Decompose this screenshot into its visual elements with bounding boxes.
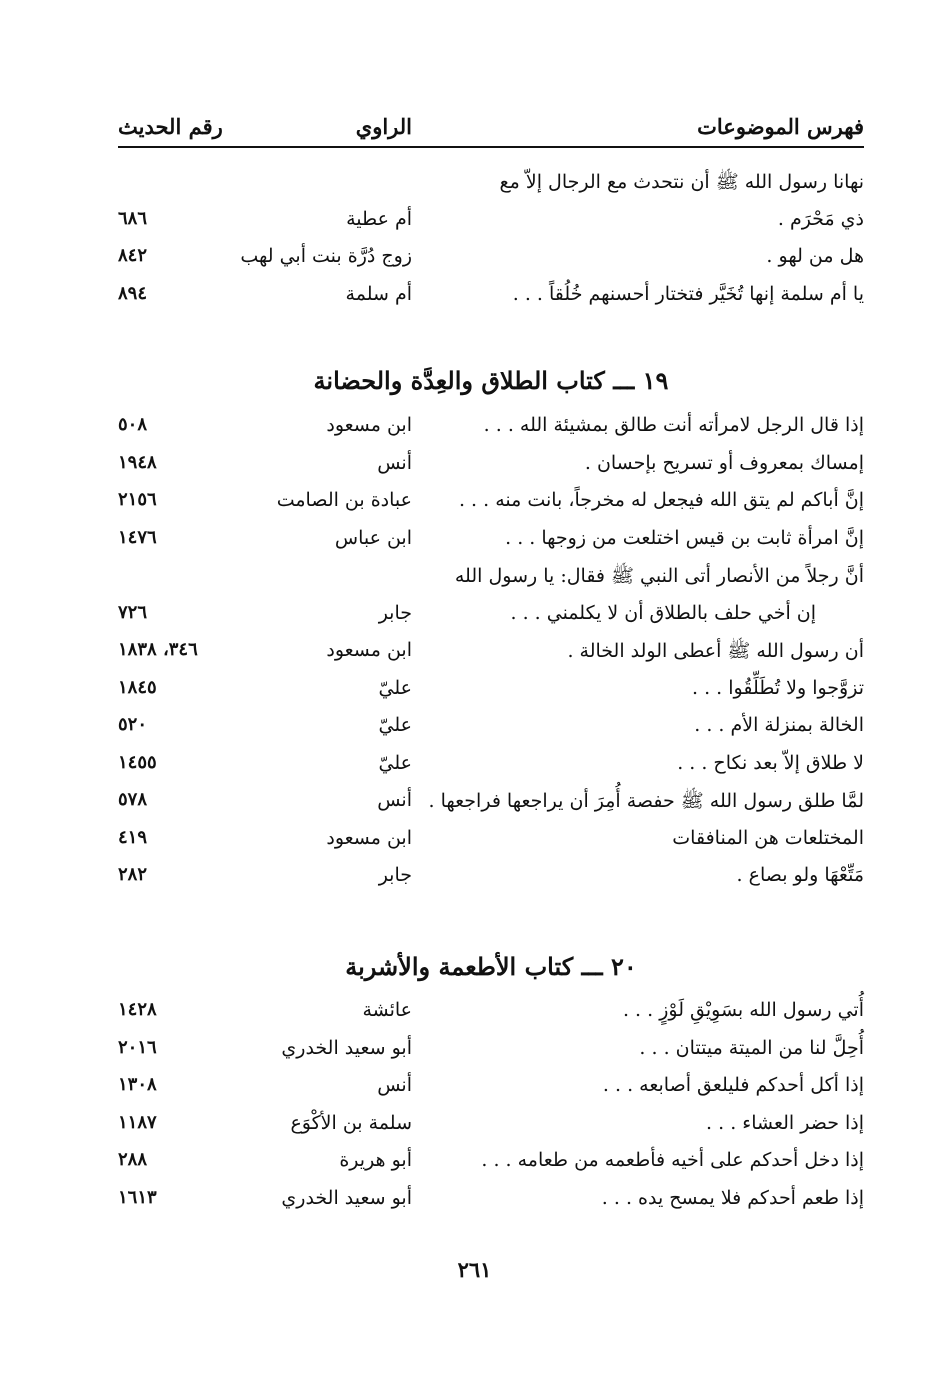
chapter-heading-20: ٢٠ ـــ كتاب الأطعمة والأشربة (345, 952, 637, 981)
page-number: ٢٦١ (457, 1257, 492, 1282)
entry-hadith-number: ١١٨٧ (118, 1111, 157, 1133)
index-entry-row (118, 410, 864, 448)
entry-topic: إنَّ امرأة ثابت بن قيس اختلعت من زوجها . . . (505, 526, 864, 549)
section-marriage-continued (118, 166, 864, 316)
index-entry-row (118, 241, 864, 279)
entry-narrator: جابر (378, 601, 412, 624)
index-entry-row (118, 204, 864, 242)
index-entry-row (118, 748, 864, 786)
entry-hadith-number: ٧٢٦ (118, 601, 148, 623)
entry-topic: المختلعات هن المنافقات (672, 826, 864, 849)
entry-hadith-number: ٨٩٤ (118, 282, 148, 304)
entry-topic: مَتِّعْهَا ولو بصاع . (736, 864, 864, 886)
entry-topic: يا أم سلمة إنها تُخَيَّر فتختار أحسنهم خُلُقاً . . . (512, 282, 864, 305)
entry-topic: إذا دخل أحدكم على أخيه فأطعمه من طعامه . . . (481, 1149, 864, 1171)
entry-hadith-number: ٢٨٢ (118, 864, 148, 885)
narrator-column-header: الراوي (355, 114, 412, 139)
entry-narrator: عائشة (362, 999, 412, 1021)
entry-topic: لمَّا طلق رسول الله ﷺ حفصة أُمِرَ أن يراجعها فراجعها . (428, 790, 864, 812)
entry-topic: لا طلاق إلاّ بعد نكاح . . . (677, 751, 864, 774)
entry-topic: هل من لهو . (766, 245, 864, 267)
entry-narrator: ابن مسعود (326, 639, 412, 661)
entry-narrator: أنس (377, 1074, 412, 1096)
index-entry-row (118, 785, 864, 823)
index-entry-row (118, 279, 864, 317)
entry-topic: الخالة بمنزلة الأم . . . (694, 714, 864, 736)
entry-topic: ذي مَحْرَم . (777, 207, 864, 230)
entry-topic: تزوَّجوا ولا تُطَلِّقُوا . . . (692, 676, 864, 699)
entry-narrator: أبو سعيد الخدري (281, 1036, 412, 1059)
section-chapter-19 (118, 410, 864, 898)
index-entry-row (118, 635, 864, 673)
entry-topic: إذا أكل أحدكم فليلعق أصابعه . . . (602, 1074, 864, 1096)
index-entry-row (118, 523, 864, 561)
entry-hadith-number: ٥٧٨ (118, 789, 148, 810)
chapter-heading-19: ١٩ ـــ كتاب الطلاق والعِدَّة والحضانة (313, 366, 669, 395)
entry-hadith-number: ٦٨٦ (118, 207, 148, 229)
index-entry-row (118, 166, 864, 204)
entry-narrator: أبو سعيد الخدري (281, 1186, 412, 1209)
header-divider (118, 146, 864, 148)
index-entry-row (118, 673, 864, 711)
entry-hadith-number: ٣٤٦، ١٨٣٨ (118, 639, 198, 660)
index-entry-row (118, 1070, 864, 1108)
index-entry-row (118, 598, 864, 636)
index-entry-row (118, 1183, 864, 1221)
index-entry-row (118, 710, 864, 748)
entry-narrator: ابن عباس (334, 526, 412, 549)
entry-hadith-number: ٢٠١٦ (118, 1036, 157, 1058)
entry-topic: نهانا رسول الله ﷺ أن نتحدث مع الرجال إلاّ مع (499, 171, 864, 193)
index-entry-row (118, 860, 864, 898)
entry-hadith-number: ٨٤٢ (118, 245, 148, 266)
entry-hadith-number: ١٦١٣ (118, 1186, 157, 1208)
entry-narrator: أنس (377, 451, 412, 474)
entry-hadith-number: ١٤٢٨ (118, 999, 157, 1020)
entry-topic: أُتي رسول الله بسَوِيْقِ لَوْزٍ . . . (622, 999, 864, 1021)
entry-narrator: عبادة بن الصامت (276, 489, 412, 511)
entry-topic: أن رسول الله ﷺ أعطى الولد الخالة . (567, 640, 864, 662)
entry-hadith-number: ٥٢٠ (118, 714, 148, 735)
page-header (118, 106, 864, 146)
entry-hadith-number: ٢٨٨ (118, 1149, 148, 1170)
entry-narrator: ابن مسعود (326, 826, 412, 849)
entry-topic: أنَّ رجلاً من الأنصار أتى النبي ﷺ فقال: يا رسول الله (454, 565, 864, 587)
hadith-number-column-header: رقم الحديث (118, 114, 223, 139)
entry-hadith-number: ١٣٠٨ (118, 1074, 157, 1095)
entry-hadith-number: ١٤٧٦ (118, 526, 157, 548)
entry-topic: إذا حضر العشاء . . . (706, 1111, 864, 1134)
section-chapter-20 (118, 995, 864, 1220)
topic-column-header: فهرس الموضوعات (697, 114, 864, 139)
index-entry-row (118, 823, 864, 861)
entry-hadith-number: ٢١٥٦ (118, 489, 157, 510)
entry-topic: إذا طعم أحدكم فلا يمسح يده . . . (601, 1186, 864, 1209)
index-entry-row (118, 1145, 864, 1183)
entry-hadith-number: ٥٠٨ (118, 414, 148, 435)
entry-topic: أُحِلَّ لنا من الميتة ميتتان . . . (639, 1036, 864, 1059)
index-entry-row (118, 485, 864, 523)
entry-narrator: أم عطية (346, 207, 412, 230)
entry-narrator: زوج دُرَّة بنت أبي لهب (240, 245, 412, 267)
index-entry-row (118, 995, 864, 1033)
entry-narrator: ابن مسعود (326, 414, 412, 436)
entry-topic: إنَّ أباكم لم يتق الله فيجعل له مخرجاً، بانت منه . . . (458, 489, 864, 511)
entry-hadith-number: ١٩٤٨ (118, 451, 157, 473)
entry-hadith-number: ٤١٩ (118, 826, 148, 848)
entry-narrator: عليّ (378, 714, 412, 736)
entry-hadith-number: ١٤٥٥ (118, 751, 157, 773)
index-entry-row (118, 448, 864, 486)
entry-narrator: سلمة بن الأكْوَع (290, 1111, 412, 1134)
entry-narrator: أنس (377, 789, 412, 811)
entry-narrator: جابر (378, 864, 412, 886)
entry-narrator: عليّ (378, 751, 412, 774)
entry-topic: إمساك بمعروف أو تسريح بإحسان . (584, 451, 864, 474)
index-entry-row (118, 1033, 864, 1071)
entry-narrator: عليّ (378, 676, 412, 699)
entry-topic: إن أخي حلف بالطلاق أن لا يكلمني . . . (510, 601, 816, 624)
entry-narrator: أم سلمة (345, 282, 412, 305)
index-entry-row (118, 560, 864, 598)
entry-hadith-number: ١٨٤٥ (118, 676, 157, 698)
entry-topic: إذا قال الرجل لامرأته أنت طالق بمشيئة الله . . . (483, 414, 864, 436)
index-entry-row (118, 1108, 864, 1146)
entry-narrator: أبو هريرة (339, 1149, 412, 1171)
